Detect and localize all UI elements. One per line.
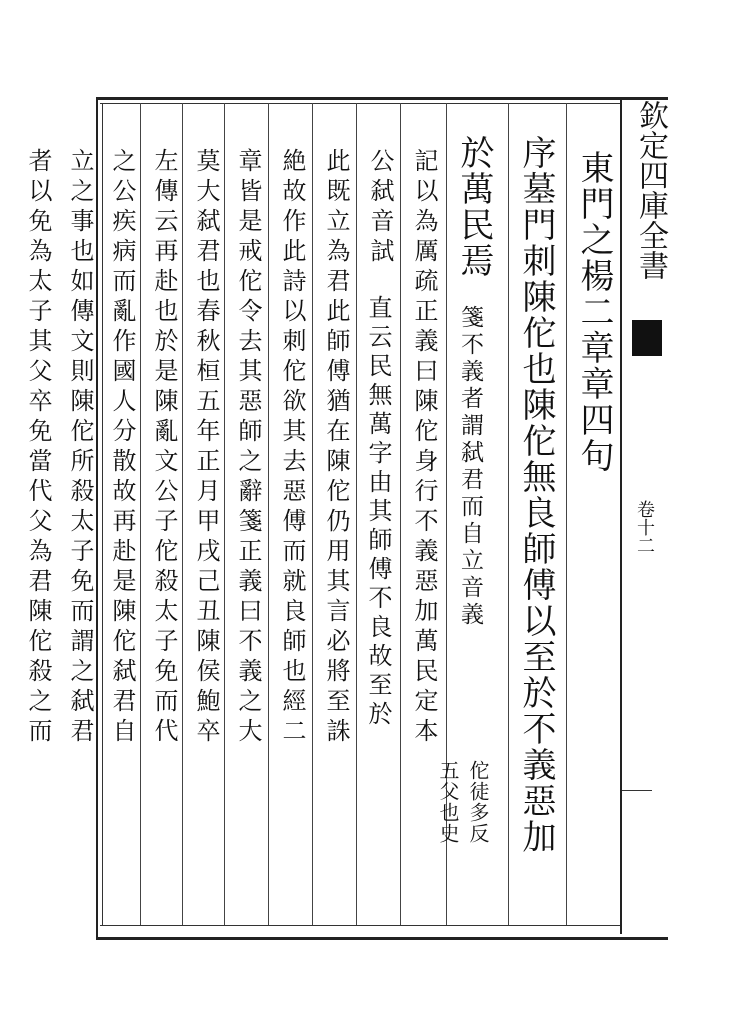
commentary-line: 直云民無萬字由其師傅不良故至於: [364, 295, 392, 730]
commentary-line: 者以免為太子其父卒免當代父為君陳佗殺之而: [24, 148, 52, 748]
commentary-line: 記以為厲疏正義曰陳佗身行不義惡加萬民定本: [410, 148, 438, 748]
pronunciation-note: 五父也史: [436, 760, 460, 844]
margin-tick: [622, 790, 652, 791]
commentary-note: 箋不義者謂弑君而自立音義: [457, 305, 483, 629]
volume-label: 卷十二: [634, 500, 655, 554]
commentary-line: 絶故作此詩以刺佗欲其去惡傅而就良師也經二: [278, 148, 306, 748]
fish-tail-mark: [632, 320, 662, 356]
commentary-line: 章皆是戒佗令去其惡師之辭箋正義曰不義之大: [234, 148, 262, 748]
pronunciation-note: 佗徒多反: [466, 760, 490, 844]
chapter-heading: 東門之楊二章章四句: [574, 150, 614, 474]
column-rule: [356, 103, 357, 925]
column-rule: [566, 103, 567, 925]
column-rule: [508, 103, 509, 925]
commentary-line: 此既立為君此師傅猶在陳佗仍用其言必將至誅: [322, 148, 350, 748]
preface-line: 序墓門刺陳佗也陳佗無良師傅以至於不義惡加: [516, 135, 556, 855]
column-rule: [182, 103, 183, 925]
commentary-line: 左傳云再赴也於是陳亂文公子佗殺太子免而代: [150, 148, 178, 748]
column-rule: [268, 103, 269, 925]
preface-line-end: 於萬民焉: [454, 135, 494, 279]
commentary-line: 公弑音試: [366, 148, 394, 268]
column-rule: [140, 103, 141, 925]
margin-rule: [620, 97, 622, 934]
book-title: 欽定四庫全書: [633, 100, 668, 280]
commentary-line: 立之事也如傳文則陳佗所殺太子免而謂之弑君: [66, 148, 94, 748]
column-rule: [224, 103, 225, 925]
inner-border-top: [100, 103, 620, 104]
column-rule: [400, 103, 401, 925]
commentary-line: 莫大弑君也春秋桓五年正月甲戌己丑陳侯鮑卒: [192, 148, 220, 748]
column-rule: [312, 103, 313, 925]
inner-border-bottom: [100, 925, 620, 926]
inner-border-left: [102, 103, 103, 925]
commentary-line: 之公疾病而亂作國人分散故再赴是陳佗弑君自: [108, 148, 136, 748]
